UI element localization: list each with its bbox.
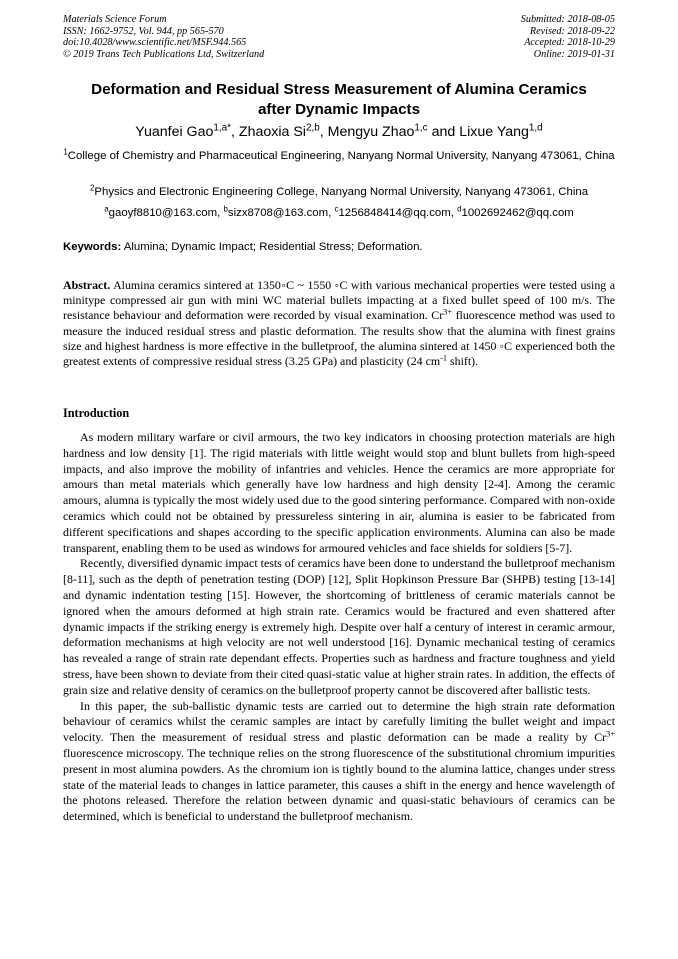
journal-info — [63, 14, 264, 60]
email-link[interactable]: sizx8708@163.com — [227, 207, 329, 219]
introduction-body — [63, 430, 615, 825]
abstract-superscript: 3+ — [443, 307, 453, 317]
journal-copyright: © 2019 Trans Tech Publications Ltd, Switzerland — [63, 48, 265, 60]
section-heading-introduction: Introduction — [63, 406, 130, 420]
keywords — [63, 240, 615, 255]
keywords-text: Alumina; Dynamic Impact; Residential Stress; Deformation. — [121, 241, 423, 253]
author-affiliation-mark: 1,a* — [213, 122, 232, 134]
abstract — [63, 278, 615, 369]
journal-issn: ISSN: 1662-9752, Vol. 944, pp 565-570 — [63, 25, 224, 37]
keywords-label: Keywords: — [63, 241, 122, 253]
email-mark: a — [104, 204, 109, 214]
affiliation-text: College of Chemistry and Pharmaceutical Engineering, Nanyang Normal University, Nanyang 473061, China — [67, 150, 615, 162]
date-revised: Revised: 2018-09-22 — [529, 25, 615, 37]
email-link[interactable]: 1002692462@qq.com — [461, 207, 574, 219]
email-list — [63, 206, 615, 221]
affiliation-2 — [63, 185, 615, 200]
email-separator: , — [450, 207, 458, 219]
email-separator: , — [328, 207, 335, 219]
paragraph: Recently, diversified dynamic impact tests of ceramics have been done to understand the bulletproof mechanism [8-11], such as the depth of penetration testing (DOP) [12], Split Hopkinson Pressure Bar (SHPB) testing [13-14] and dynamic indentation testing [15]. However, the shortcoming of brittleness of ceramic materials cannot be ignored when the amours deformed at high strain rate. Ceramics would be fractured and even shattered after dynamic impacts if the striking energy is extremely high. Despite over half a century of interest in ceramic armour, deformation mechanisms at high velocity are not well understood [16]. Dynamic mechanical testing of ceramics has revealed a range of strain rate dependant effects. Properties such as hardness and fracture toughness and yield stress, have been shown to deviate from their cited quasi-static value at higher strain rates. In addition, the effects of grain size and relative density of ceramics on the bulletproof property cannot be discovered after ballistic tests. — [63, 556, 615, 697]
date-accepted: Accepted: 2018-10-29 — [524, 37, 615, 49]
email-mark: d — [457, 204, 462, 214]
abstract-superscript: -1 — [440, 353, 448, 363]
publication-dates — [521, 14, 615, 60]
affiliation-mark: 2 — [89, 183, 95, 193]
author-name: Lixue Yang — [459, 124, 529, 140]
journal-name: Materials Science Forum — [63, 14, 167, 25]
paper-title-line-1: Deformation and Residual Stress Measurement of Alumina Ceramics — [91, 81, 587, 98]
author-name: Zhaoxia Si — [238, 124, 306, 140]
abstract-label: Abstract. — [63, 278, 111, 292]
abstract-text: fluorescence method was used to measure the induced residual stress and plastic deformation. The results show that the alumina with finest grains size and highest hardness is more effective in the bulletproof, the alumina sintered at 1450 ◦C experienced both the greatest extents of compressive residual stress (3.25 GPa) and plasticity (24 cm — [63, 308, 616, 369]
email-separator: , — [217, 207, 224, 219]
paper-title — [63, 80, 615, 120]
affiliation-text: Physics and Electronic Engineering College, Nanyang Normal University, Nanyang 473061, China — [94, 186, 589, 198]
paragraph-text: In this paper, the sub-ballistic dynamic tests are carried out to determine the high strain rate deformation behaviour of ceramics whilst the ceramic samples are intact by carefully limiting the bullet weight and impact velocity. Then the measurement of residual stress and plastic deformation can be made a reality by Cr — [63, 698, 615, 745]
abstract-text: Alumina ceramics sintered at 1350◦C ~ 1550 ◦C with various mechanical properties were tested using a minitype compressed air gun with mini WC material bullets impacting at a fixed bullet speed of 100 m/s. The resistance behaviour and deformation were recorded by visual examination. Cr — [63, 278, 615, 323]
author-separator: , — [231, 124, 239, 140]
author-name: Yuanfei Gao — [135, 124, 214, 140]
author-affiliation-mark: 1,c — [414, 122, 428, 134]
paragraph — [63, 699, 615, 825]
date-submitted: Submitted: 2018-08-05 — [520, 14, 615, 25]
paper-title-line-2: after Dynamic Impacts — [257, 101, 421, 118]
author-affiliation-mark: 2,b — [305, 122, 320, 134]
author-affiliation-mark: 1,d — [528, 122, 543, 134]
paragraph: As modern military warfare or civil armours, the two key indicators in choosing protection materials are high hardness and low density [1]. The rigid materials with little weight would stop and blunt bullets from high-speed impacts, and also improve the mobility of infantries and vehicles. Hence the ceramics are more appropriate for amours than metal materials which generally have low hardness and high density [2-4]. Among the ceramic amours, alumna is typically the most widely used due to the good sintering performance. Compared with non-oxide ceramics which could not be obtained by pressureless sintering in air, alumina is easier to be fabricated from different specifications and shapes according to the specific application environments. Alumina can also be made transparent, enabling them to be used as windows for armoured vehicles and face shields for soldiers [5-7]. — [63, 430, 615, 555]
email-link[interactable]: gaoyf8810@163.com — [108, 207, 218, 219]
journal-doi: doi:10.4028/www.scientific.net/MSF.944.565 — [63, 37, 247, 49]
author-name: Mengyu Zhao — [327, 124, 415, 140]
email-link[interactable]: 1256848414@qq.com — [338, 207, 451, 219]
paragraph-superscript: 3+ — [606, 729, 615, 739]
abstract-text: shift). — [447, 354, 479, 369]
email-mark: b — [223, 204, 228, 214]
author-list — [63, 123, 615, 141]
author-separator: , — [319, 124, 328, 140]
email-mark: c — [334, 204, 339, 214]
affiliation-1 — [63, 149, 615, 164]
paragraph-text: fluorescence microscopy. The technique relies on the strong fluorescence of the substitutional chromium impurities present in most alumina powders. As the chromium ion is tightly bound to the alumina lattice, changes under stress state of the material leads to changes in lattice parameter, this causes a shift in the energy and hence wavelength of the photons released. Therefore the relation between dynamic and quasi-static behaviours of ceramics can be determined, which is beneficial to understand the bulletproof mechanism. — [63, 745, 615, 824]
date-online: Online: 2019-01-31 — [533, 48, 615, 60]
author-separator: and — [427, 124, 460, 140]
affiliation-mark: 1 — [63, 147, 68, 157]
